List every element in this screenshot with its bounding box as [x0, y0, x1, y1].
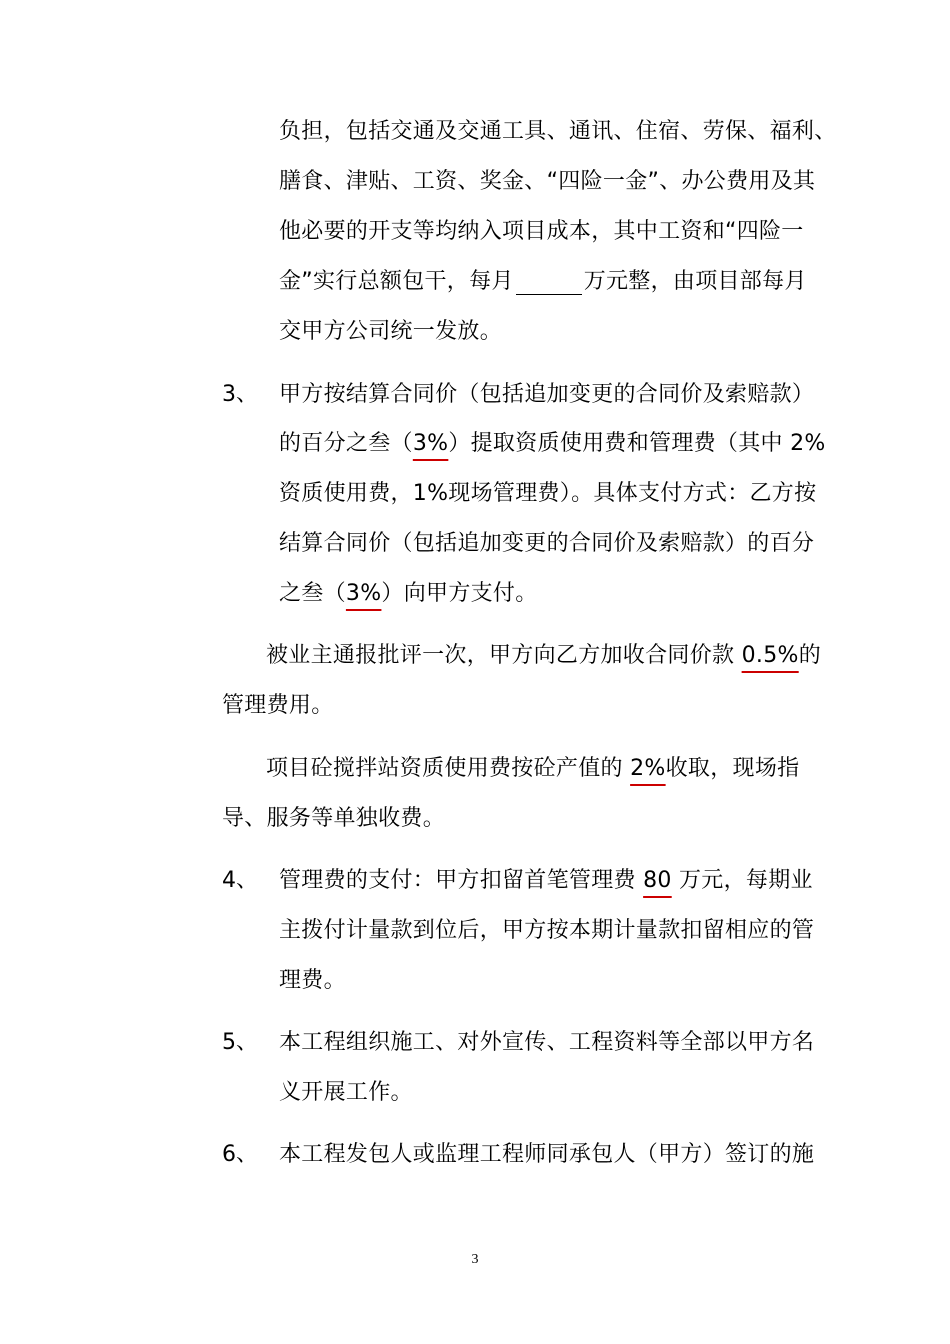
item-number: 3、 [222, 382, 258, 407]
text-line: 交甲方公司统一发放。 [279, 319, 503, 344]
percent-value: 2% [630, 756, 666, 781]
text-line: 本工程发包人或监理工程师同承包人（甲方）签订的施 [279, 1142, 815, 1167]
text-segment: 之叁（ [279, 581, 346, 606]
text-line [279, 579, 538, 609]
page-number: 3 [471, 1252, 479, 1267]
text-line: 膳食、津贴、工资、奖金、“四险一金”、办公费用及其 [279, 169, 816, 194]
text-line: 他必要的开支等均纳入项目成本，其中工资和“四险一 [279, 219, 804, 244]
text-segment: 金”实行总额包干，每月 [279, 269, 514, 294]
text-segment: ）提取资质使用费和管理费（其中 2% [448, 431, 826, 456]
text-line [279, 267, 807, 297]
text-line [279, 429, 826, 459]
text-line [266, 641, 821, 671]
text-line [266, 754, 799, 784]
text-line: 甲方按结算合同价（包括追加变更的合同价及索赔款） [279, 382, 815, 407]
text-segment: ）向甲方支付。 [381, 581, 538, 606]
item-number: 5、 [222, 1030, 258, 1055]
text-line: 主拨付计量款到位后，甲方按本期计量款扣留相应的管 [279, 918, 815, 943]
item-number: 6、 [222, 1142, 258, 1167]
percent-value: 3% [345, 581, 382, 606]
text-line: 理费。 [279, 968, 346, 993]
text-line: 资质使用费，1%现场管理费）。具体支付方式：乙方按 [279, 481, 817, 506]
text-segment: 项目砼搅拌站资质使用费按砼产值的 [266, 756, 631, 781]
text-line [279, 866, 813, 896]
text-line: 负担，包括交通及交通工具、通讯、住宿、劳保、福利、 [279, 119, 837, 144]
percent-value: 3% [412, 431, 449, 456]
text-line: 义开展工作。 [279, 1080, 413, 1105]
amount-value: 80 [643, 868, 672, 893]
text-segment: 的 [798, 643, 822, 668]
text-segment: 收取，现场指 [665, 756, 800, 781]
text-segment: 管理费的支付：甲方扣留首笔管理费 [279, 868, 644, 893]
text-segment: 的百分之叁（ [279, 431, 413, 456]
text-segment: 被业主通报批评一次，甲方向乙方加收合同价款 [266, 643, 742, 668]
text-line: 导、服务等单独收费。 [222, 806, 446, 831]
fill-in-blank[interactable] [516, 272, 582, 295]
percent-value: 0.5% [741, 643, 799, 668]
item-number: 4、 [222, 868, 258, 893]
text-segment: 万元整，由项目部每月 [583, 269, 807, 294]
text-line: 管理费用。 [222, 693, 334, 718]
text-line: 本工程组织施工、对外宣传、工程资料等全部以甲方名 [279, 1030, 815, 1055]
text-line: 结算合同价（包括追加变更的合同价及索赔款）的百分 [279, 531, 815, 556]
text-segment: 万元，每期业 [671, 868, 813, 893]
